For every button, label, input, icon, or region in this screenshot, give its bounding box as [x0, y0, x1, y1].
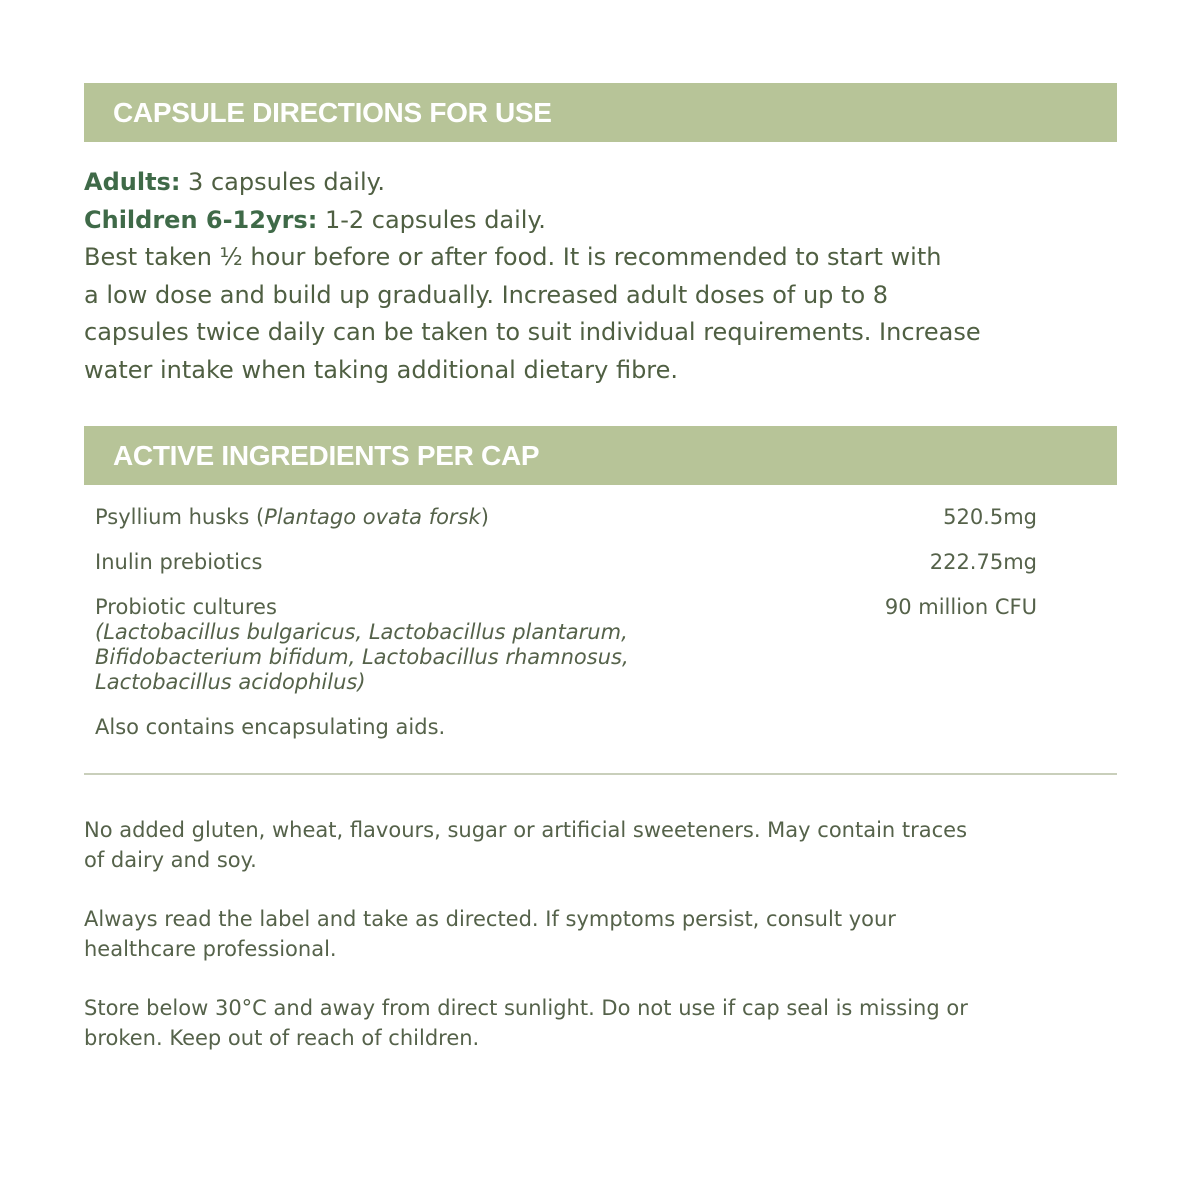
- ingredient-name: [95, 595, 885, 695]
- directions-line-1: Best taken ½ hour before or after food. It is recommended to start with: [84, 243, 942, 271]
- allergen-line-2: of dairy and soy.: [84, 848, 257, 872]
- probiotic-species-1: (Lactobacillus bulgaricus, Lactobacillus plantarum,: [95, 620, 628, 644]
- probiotic-name: Probiotic cultures: [95, 595, 277, 619]
- probiotic-species-3: Lactobacillus acidophilus): [95, 670, 366, 694]
- adults-dosage: [84, 164, 1117, 202]
- ingredients-header: [84, 426, 1117, 485]
- ingredient-name: [95, 505, 943, 530]
- adults-label: Adults:: [84, 168, 181, 196]
- warning-line-2: healthcare professional.: [84, 937, 337, 961]
- ingredients-list: [84, 505, 1117, 740]
- children-label: Children 6-12yrs:: [84, 205, 318, 234]
- directions-title: CAPSULE DIRECTIONS FOR USE: [113, 96, 552, 128]
- allergen-note: [84, 815, 1117, 875]
- ingredient-name: Inulin prebiotics: [95, 550, 263, 574]
- children-dosage: [84, 202, 1117, 240]
- allergen-line-1: No added gluten, wheat, flavours, sugar or artificial sweeteners. May contain traces: [84, 818, 968, 842]
- probiotic-species-2: Bifidobacterium bifidum, Lactobacillus rhamnosus,: [95, 645, 629, 669]
- ingredient-amount: 520.5mg: [943, 505, 1037, 529]
- psyllium-close: ): [480, 505, 489, 529]
- warning-line-1: Always read the label and take as directed. If symptoms persist, consult your: [84, 907, 896, 931]
- psyllium-species: Plantago ovata forsk: [264, 505, 481, 529]
- ingredient-row-inulin: [95, 550, 1037, 575]
- directions-line-4: water intake when taking additional dietary fibre.: [84, 355, 679, 384]
- storage-line-1: Store below 30°C and away from direct sunlight. Do not use if cap seal is missing or: [84, 996, 968, 1020]
- warning-note: [84, 904, 1117, 964]
- psyllium-name: Psyllium husks (: [95, 505, 265, 529]
- ingredients-title: ACTIVE INGREDIENTS PER CAP: [113, 439, 540, 471]
- ingredient-row-probiotic: [95, 595, 1037, 695]
- storage-note: [84, 993, 1117, 1053]
- ingredient-amount: 90 million CFU: [884, 595, 1037, 619]
- directions-line-3: capsules twice daily can be taken to suit individual requirements. Increase: [84, 318, 981, 346]
- section-divider: [84, 773, 1117, 775]
- ingredient-row-psyllium: [95, 505, 1037, 530]
- encapsulating-aids-note: Also contains encapsulating aids.: [95, 715, 446, 739]
- notes: [84, 815, 1117, 1053]
- adults-text: 3 capsules daily.: [180, 168, 386, 196]
- directions-line-2: a low dose and build up gradually. Increased adult doses of up to 8: [84, 280, 889, 309]
- children-text: 1-2 capsules daily.: [317, 205, 546, 234]
- storage-line-2: broken. Keep out of reach of children.: [84, 1026, 480, 1050]
- ingredient-amount: 222.75mg: [929, 550, 1037, 574]
- directions-header: [84, 83, 1117, 142]
- label-page: [84, 83, 1117, 1082]
- directions-body: [84, 164, 1117, 389]
